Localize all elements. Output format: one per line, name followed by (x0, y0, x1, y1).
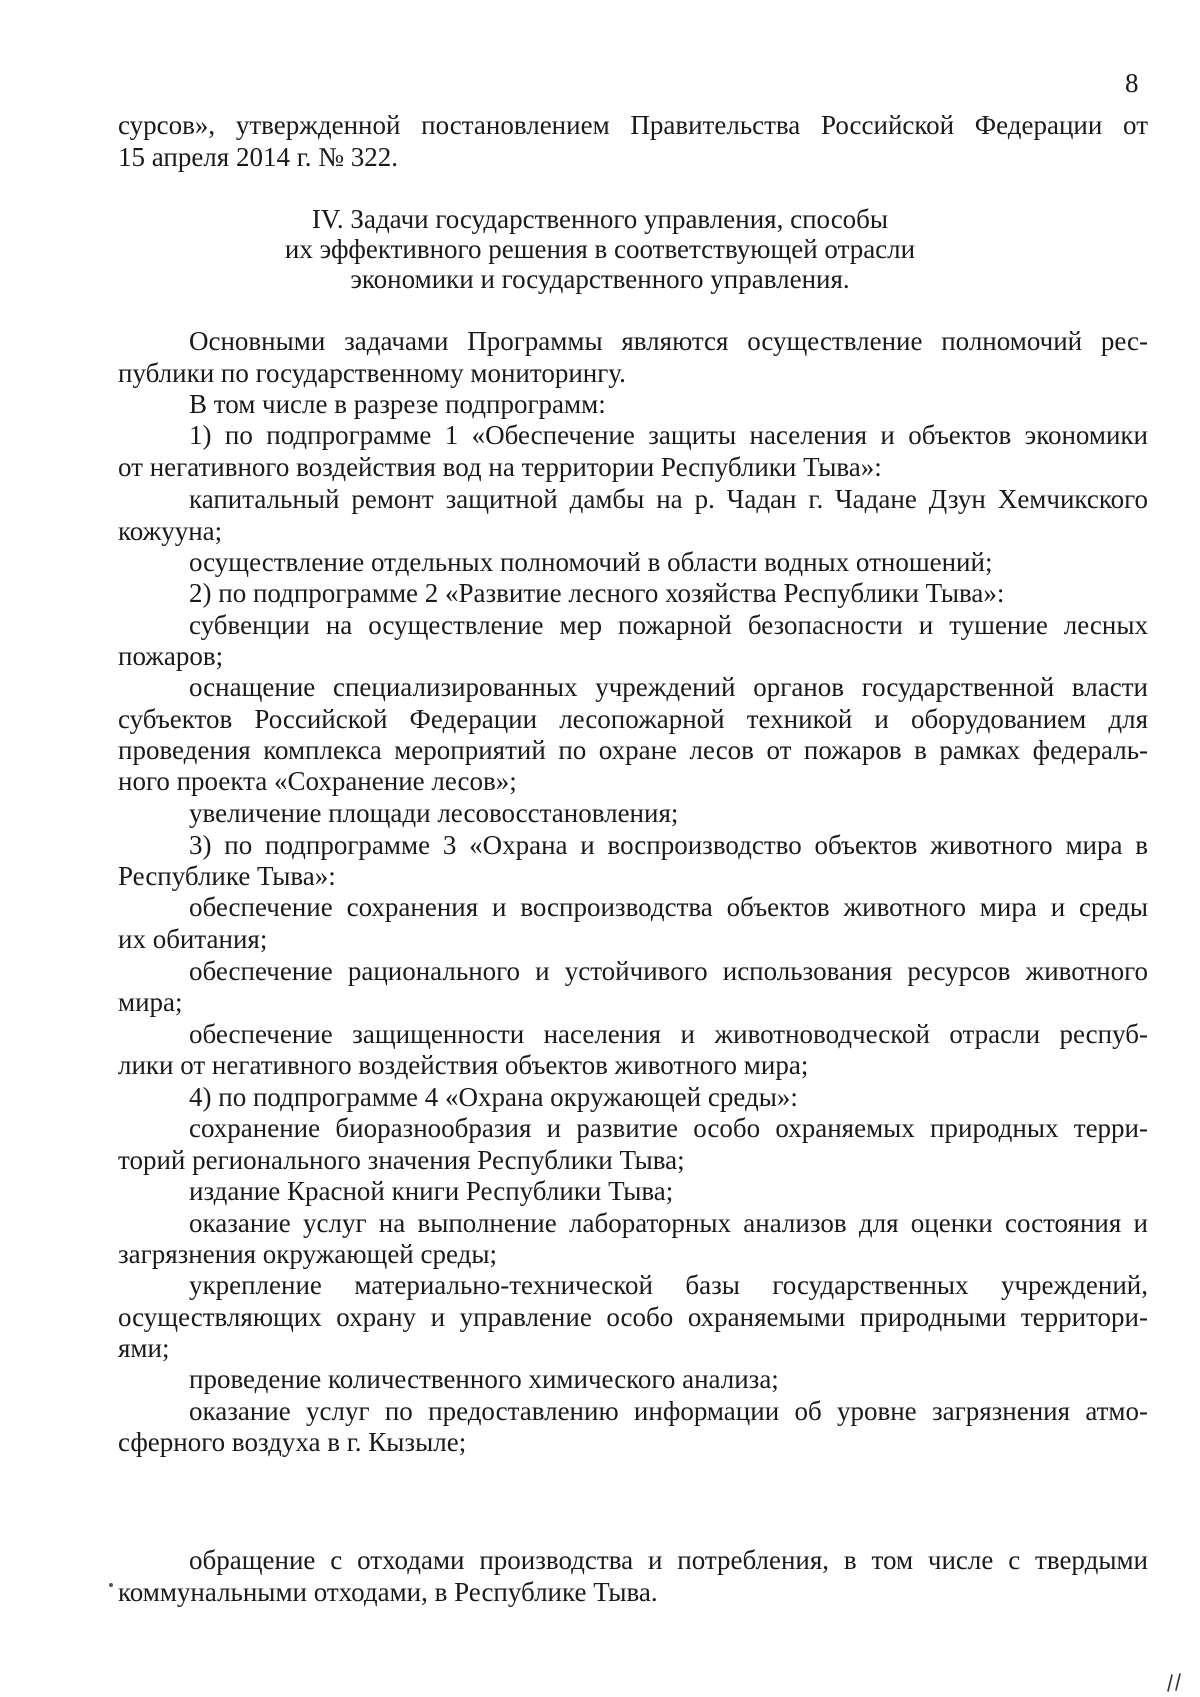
body-line: оказание услуг по предоставлению информации об уровне загрязнения атмо- (189, 1396, 1148, 1426)
body-line: от негативного воздействия вод на территории Республики Тыва»: (118, 452, 882, 482)
body-line: торий регионального значения Республики Тыва; (118, 1145, 685, 1175)
body-line: капитальный ремонт защитной дамбы на р. Чадан г. Чадане Дзун Хемчикского (189, 484, 1148, 514)
body-line: В том числе в разрезе подпрограмм: (189, 389, 606, 419)
body-line: обеспечение защищенности населения и животноводческой отрасли респуб- (189, 1019, 1148, 1049)
body-line: обращение с отходами производства и потребления, в том числе с твердыми (189, 1545, 1148, 1575)
body-line: оснащение специализированных учреждений органов государственной власти (189, 672, 1148, 702)
body-line: сохранение биоразнообразия и развитие особо охраняемых природных терри- (189, 1113, 1148, 1143)
scan-speck (109, 1583, 113, 1587)
body-line: их обитания; (118, 924, 268, 954)
body-line: 4) по подпрограмме 4 «Охрана окружающей среды»: (189, 1082, 798, 1112)
body-line: лики от негативного воздействия объектов животного мира; (118, 1050, 809, 1080)
body-line: ями; (118, 1333, 170, 1363)
section-heading-line: экономики и государственного управления. (350, 264, 850, 294)
body-line: публики по государственному мониторингу. (118, 358, 626, 388)
body-line: проведение количественного химического анализа; (189, 1364, 779, 1394)
body-line: проведения комплекса мероприятий по охране лесов от пожаров в рамках федераль- (118, 735, 1148, 765)
body-line: 15 апреля 2014 г. № 322. (118, 142, 398, 172)
body-line: кожууна; (118, 516, 223, 546)
body-line: ного проекта «Сохранение лесов»; (118, 766, 517, 796)
body-line: коммунальными отходами, в Республике Тыва. (118, 1577, 658, 1607)
body-line: мира; (118, 987, 183, 1017)
body-line: пожаров; (118, 641, 224, 671)
body-line: издание Красной книги Республики Тыва; (189, 1176, 674, 1206)
body-line: осуществление отдельных полномочий в области водных отношений; (189, 547, 993, 577)
body-line: Республике Тыва»: (118, 861, 336, 891)
body-line: 3) по подпрограмме 3 «Охрана и воспроизводство объектов животного мира в (189, 830, 1148, 860)
body-line: укрепление материально-технической базы государственных учреждений, (189, 1270, 1148, 1300)
body-line: 1) по подпрограмме 1 «Обеспечение защиты населения и объектов экономики (189, 420, 1148, 450)
section-heading-line: IV. Задачи государственного управления, способы (311, 204, 889, 234)
body-line: оказание услуг на выполнение лабораторных анализов для оценки состояния и (189, 1208, 1148, 1238)
body-line: увеличение площади лесовосстановления; (189, 798, 679, 828)
body-line: субъектов Российской Федерации лесопожарной техникой и оборудованием для (118, 704, 1148, 734)
page-number: 8 (1125, 68, 1139, 98)
body-line: обеспечение рационального и устойчивого использования ресурсов животного (189, 956, 1148, 986)
body-line: субвенции на осуществление мер пожарной безопасности и тушение лесных (189, 610, 1148, 640)
body-line: 2) по подпрограмме 2 «Развитие лесного хозяйства Республики Тыва»: (189, 578, 1005, 608)
body-line: осуществляющих охрану и управление особо охраняемыми природными территори- (118, 1302, 1148, 1332)
body-line: обеспечение сохранения и воспроизводства объектов животного мира и среды (189, 892, 1148, 922)
body-line: Основными задачами Программы являются осуществление полномочий рес- (189, 326, 1148, 356)
handwritten-corner-mark (1166, 1672, 1188, 1694)
body-line: сферного воздуха в г. Кызыле; (118, 1427, 467, 1457)
section-heading-line: их эффективного решения в соответствующей отрасли (284, 234, 916, 264)
body-line: загрязнения окружающей среды; (118, 1239, 497, 1269)
body-line: сурсов», утвержденной постановлением Правительства Российской Федерации от (118, 110, 1148, 140)
